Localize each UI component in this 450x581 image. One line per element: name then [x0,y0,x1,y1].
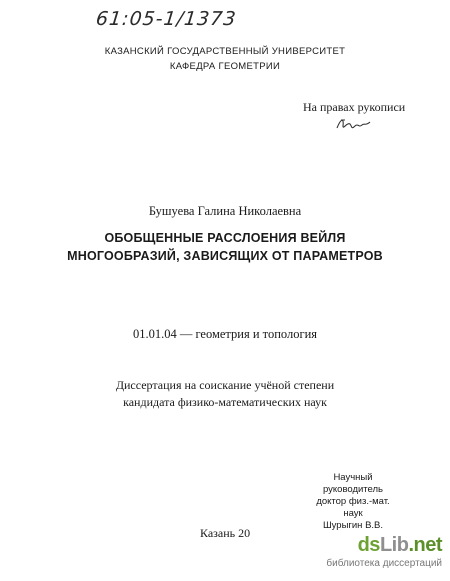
department-name: КАФЕДРА ГЕОМЕТРИИ [169,61,281,72]
thesis-title-line-2: МНОГООБРАЗИЙ, ЗАВИСЯЩИХ ОТ ПАРАМЕТРОВ [67,249,383,263]
thesis-title-line-1: ОБОБЩЕННЫЕ РАССЛОЕНИЯ ВЕЙЛЯ [104,231,346,245]
supervisor-degree: доктор физ.-мат. наук [316,496,390,519]
supervisor-role: Научный руководитель [322,472,384,495]
dslib-watermark [326,532,450,581]
dslib-logo: dsLib.net [357,534,442,556]
dslib-subtitle: библиотека диссертаций [326,558,442,569]
author-name: Бушуева Галина Николаевна [148,204,302,218]
supervisor-name: Шурыгин В.В. [322,520,384,531]
signature-icon [335,114,375,136]
rights-note: На правах рукописи [303,100,406,114]
university-name: КАЗАНСКИЙ ГОСУДАРСТВЕННЫЙ УНИВЕРСИТЕТ [104,46,346,57]
dissertation-degree-line-1: Диссертация на соискание учёной степени [115,378,335,392]
dissertation-degree-line-2: кандидата физико-математических наук [123,395,327,409]
supervisor-block [313,472,393,532]
city-year: Казань 20 [200,526,251,540]
specialty-code: 01.01.04 — геометрия и топология [132,327,318,341]
handwritten-archive-number: 61:05-1/1373 [94,8,238,30]
